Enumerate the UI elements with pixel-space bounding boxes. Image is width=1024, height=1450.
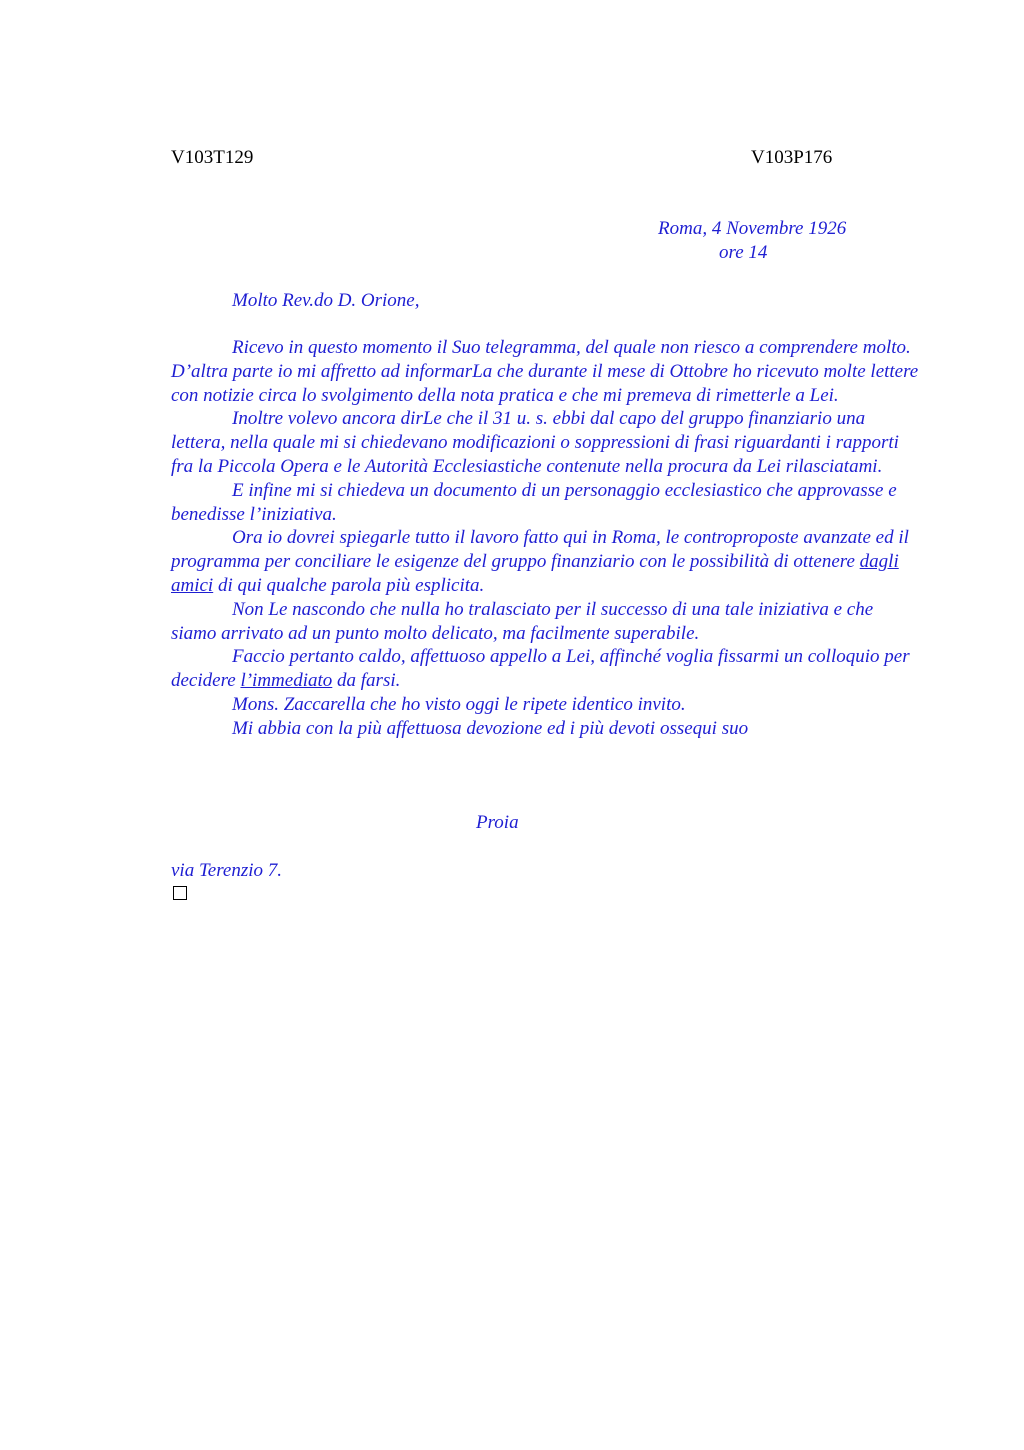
paragraph-4-text-end: di qui qualche parola più esplicita. — [213, 574, 485, 596]
letter-time: ore 14 — [719, 242, 768, 263]
paragraph-4-text-start: Ora io dovrei spiegarle tutto il lavoro fatto qui in Roma, le controproposte avanzate ed il programma per conciliare le esigenze del gruppo finanziario con le possibilità di ottenere — [171, 527, 909, 573]
document-code-right: V103P176 — [751, 147, 833, 168]
body-paragraph-5: Non Le nascondo che nulla ho tralasciato per il successo di una tale iniziativa e che siamo arrivato ad un punto molto delicato, ma facilmente superabile. — [171, 598, 874, 644]
body-paragraph-3: E infine mi si chiedeva un documento di un personaggio ecclesiastico che approvasse e benedisse l’iniziativa. — [171, 479, 897, 525]
body-paragraph-8: Mi abbia con la più affettuosa devozione ed i più devoti ossequi suo — [232, 717, 749, 739]
letter-salutation: Molto Rev.do D. Orione, — [232, 290, 420, 311]
underlined-phrase-immediato: l’immediato — [240, 670, 333, 692]
letter-body — [171, 336, 923, 741]
end-of-document-box-icon — [173, 886, 187, 900]
letter-signature: Proia — [476, 812, 519, 833]
body-paragraph-2: Inoltre volevo ancora dirLe che il 31 u. s. ebbi dal capo del gruppo finanziario una lettera, nella quale mi si chiedevano modificazioni o soppressioni di frasi riguardanti i rapporti fra la Piccola Opera e le Autorità Ecclesiastiche contenute nella procura da Lei rilasciatami. — [171, 408, 899, 477]
letter-place-date: Roma, 4 Novembre 1926 — [658, 218, 847, 239]
document-code-left: V103T129 — [171, 147, 254, 168]
body-paragraph-7: Mons. Zaccarella che ho visto oggi le ripete identico invito. — [232, 693, 686, 715]
body-paragraph-4 — [171, 526, 923, 597]
sender-address: via Terenzio 7. — [171, 860, 283, 881]
underlined-phrase-dagli-amici: dagli amici — [171, 551, 899, 596]
body-paragraph-1: Ricevo in questo momento il Suo telegramma, del quale non riesco a comprendere molto. D’altra parte io mi affretto ad informarLa che durante il mese di Ottobre ho ricevuto molte lettere con notizie circa lo svolgimento della nota pratica e che mi premeva di rimetterle a Lei. — [171, 337, 919, 406]
paragraph-6-text-end: da farsi. — [332, 670, 401, 692]
paragraph-6-text-start: Faccio pertanto caldo, affettuoso appello a Lei, affinché voglia fissarmi un colloquio per decidere — [171, 646, 910, 692]
body-paragraph-6 — [171, 645, 923, 693]
